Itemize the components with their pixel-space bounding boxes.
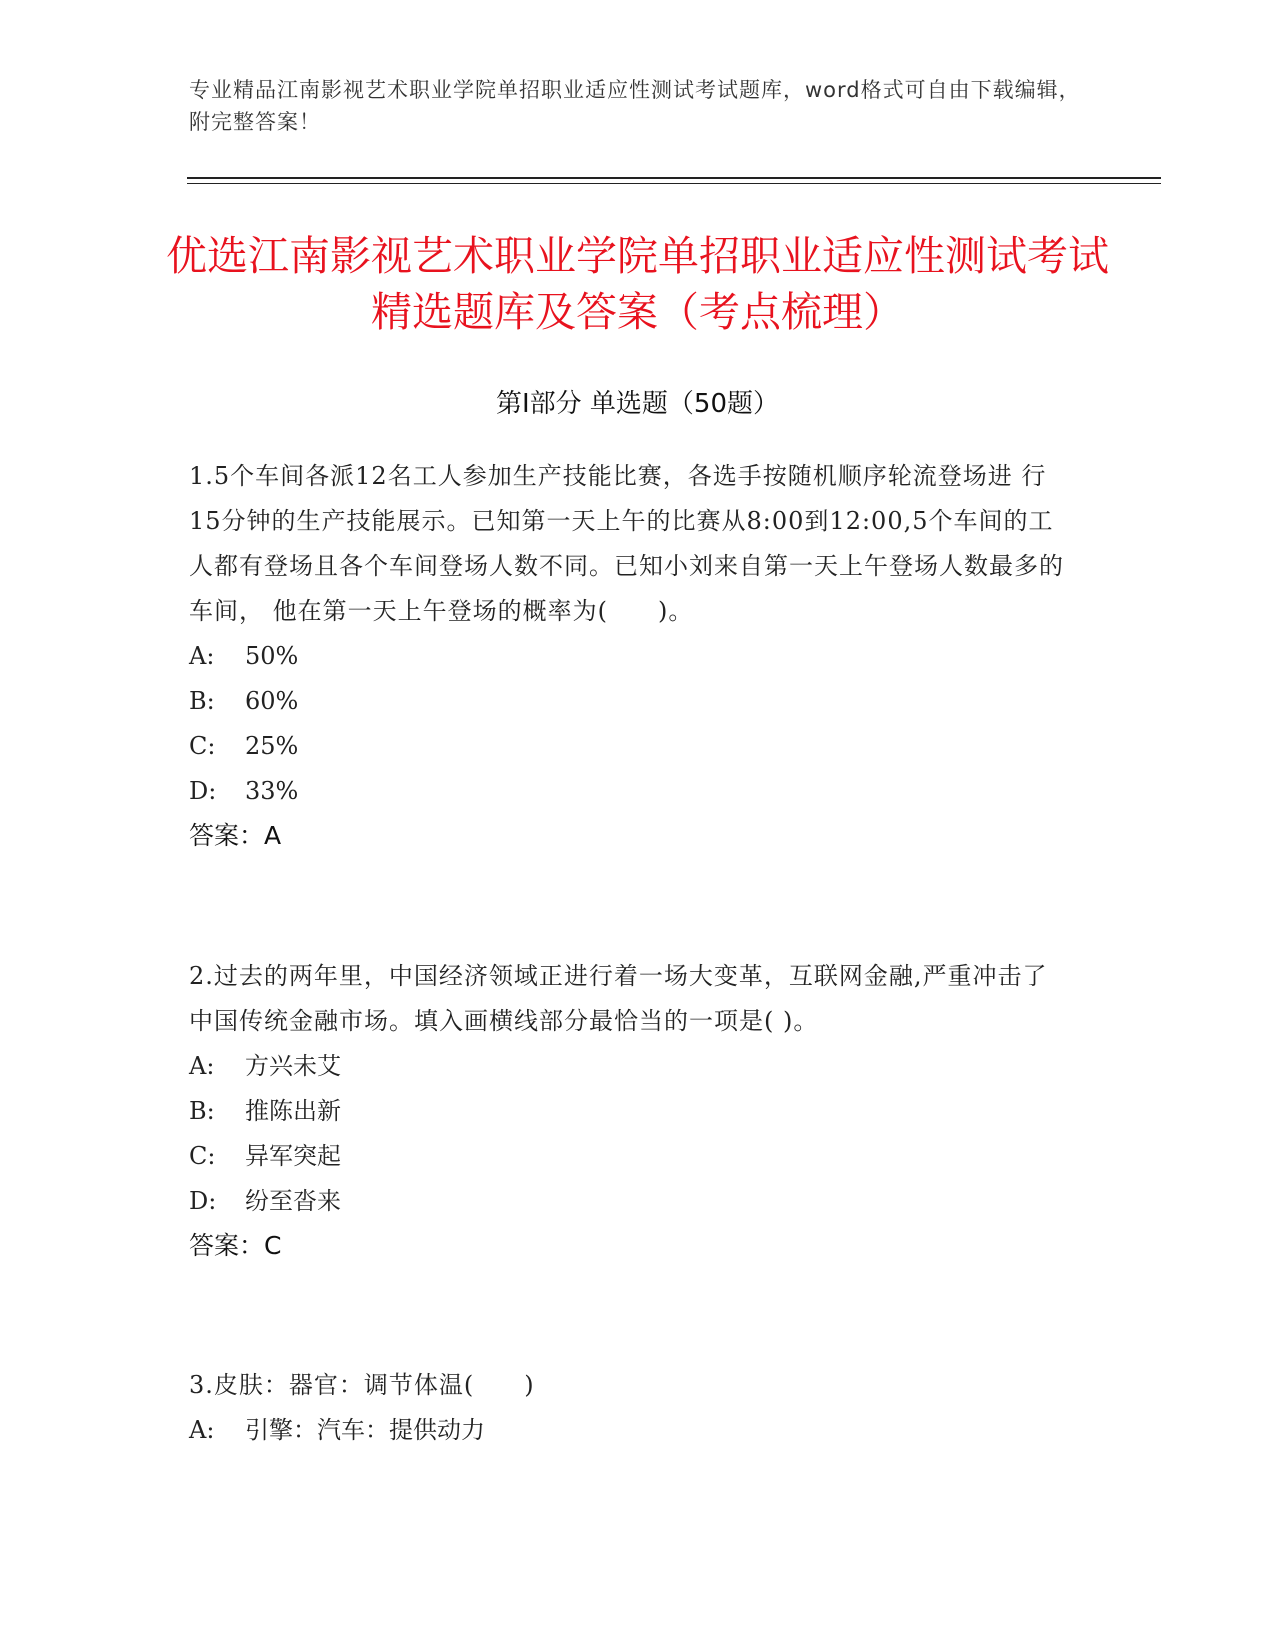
- option-a: [189, 634, 1069, 679]
- option-letter: C:: [189, 732, 216, 760]
- option-b: [189, 1089, 1069, 1134]
- question-3: [189, 1363, 1069, 1453]
- option-text: 33%: [245, 777, 299, 805]
- option-b: [189, 679, 1069, 724]
- option-c: [189, 724, 1069, 769]
- option-text: 方兴未艾: [245, 1052, 341, 1080]
- option-letter: D:: [189, 1187, 217, 1215]
- option-text: 推陈出新: [245, 1097, 341, 1125]
- question-stem: 2.过去的两年里，中国经济领域正进行着一场大变革，互联网金融,严重冲击了中国传统金融市场。填入画横线部分最恰当的一项是( )。: [189, 962, 1048, 1035]
- option-text: 纷至沓来: [245, 1187, 341, 1215]
- option-c: [189, 1134, 1069, 1179]
- option-text: 异军突起: [245, 1142, 341, 1170]
- section-title: 第Ⅰ部分 单选题（50题）: [495, 389, 780, 419]
- question-2: [189, 954, 1069, 1268]
- option-d: [189, 1179, 1069, 1224]
- option-letter: B:: [189, 1097, 215, 1125]
- question-1: [189, 454, 1069, 858]
- option-letter: A:: [189, 1416, 215, 1444]
- option-letter: A:: [189, 642, 215, 670]
- option-text: 25%: [245, 732, 299, 760]
- option-letter: C:: [189, 1142, 216, 1170]
- option-text: 50%: [245, 642, 299, 670]
- question-stem: 3.皮肤：器官：调节体温( ): [189, 1371, 535, 1399]
- option-letter: D:: [189, 777, 217, 805]
- option-letter: B:: [189, 687, 215, 715]
- option-a: [189, 1408, 1069, 1453]
- question-stem: 1.5个车间各派12名工人参加生产技能比赛，各选手按随机顺序轮流登场进 行15分钟的生产技能展示。已知第一天上午的比赛从8:00到12:00,5个车间的工 人都有登场且各个车间登场人数不同。已知小刘来自第一天上午登场人数最多的车间， 他在第一天上午登场的概率为( )。: [189, 462, 1064, 625]
- header-divider-thick: [187, 177, 1161, 179]
- option-text: 60%: [245, 687, 299, 715]
- option-a: [189, 1044, 1069, 1089]
- option-letter: A:: [189, 1052, 215, 1080]
- header-divider-thin: [187, 183, 1161, 184]
- header-note: 专业精品江南影视艺术职业学院单招职业适应性测试考试题库，word格式可自由下载编辑，附完整答案！: [189, 78, 1081, 134]
- document-title: 优选江南影视艺术职业学院单招职业适应性测试考试精选题库及答案（考点梳理）: [166, 232, 1109, 336]
- answer-line: 答案：A: [189, 821, 282, 850]
- answer-line: 答案：C: [189, 1231, 282, 1260]
- option-d: [189, 769, 1069, 814]
- option-text: 引擎：汽车：提供动力: [245, 1416, 485, 1444]
